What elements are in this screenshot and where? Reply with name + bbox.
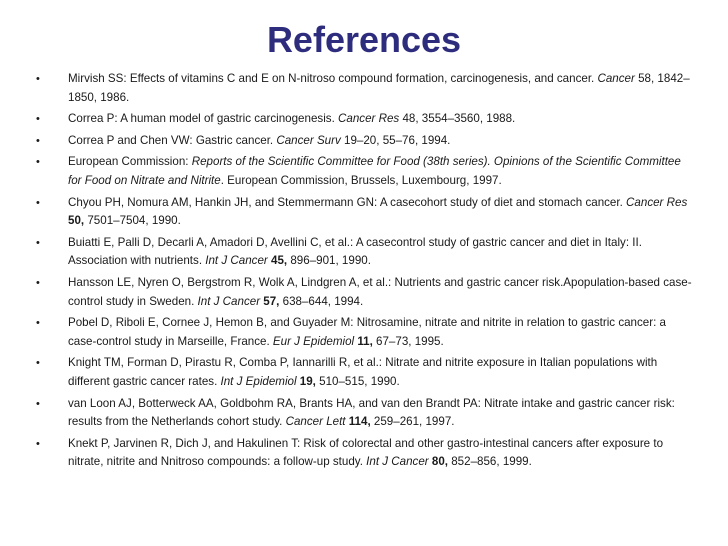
bullet-icon: •	[36, 196, 40, 209]
reference-details: 7501–7504, 1990.	[84, 214, 181, 228]
reference-journal: Cancer Res	[626, 195, 688, 209]
reference-volume: 19,	[296, 374, 316, 388]
bullet-icon: •	[36, 437, 40, 450]
reference-journal: Int J Cancer	[197, 294, 261, 308]
reference-volume: 80,	[428, 455, 449, 469]
reference-journal: Cancer Res	[338, 112, 400, 126]
bullet-icon: •	[36, 357, 40, 370]
reference-details: . European Commission, Brussels, Luxembourg, 1997.	[220, 173, 502, 187]
reference-authors: Pobel D, Riboli E, Cornee J, Hemon B, and Guyader M: Nitrosamine, nitrate and nitrite in relation to gastric cancer: a case-control study in Marseille, France.	[68, 316, 667, 348]
bullet-icon: •	[36, 317, 40, 330]
reference-authors: Correa P and Chen VW: Gastric cancer.	[68, 133, 277, 147]
reference-authors: Hansson LE, Nyren O, Bergstrom R, Wolk A, Lindgren A, et al.: Nutrients and gastric cancer risk.Apopulation-based case-control study in Sweden.	[68, 275, 692, 308]
bullet-icon: •	[36, 156, 40, 169]
reference-item	[36, 274, 696, 311]
reference-authors: Knight TM, Forman D, Pirastu R, Comba P, Iannarilli R, et al.: Nitrate and nitrite exposure in Italian populations with different gastric cancer rates.	[68, 356, 658, 388]
bullet-icon: •	[36, 134, 40, 147]
reference-details: 896–901, 1990.	[287, 254, 371, 268]
reference-item	[36, 153, 696, 190]
reference-volume: 50,	[68, 214, 85, 228]
reference-volume: 57,	[260, 294, 280, 308]
reference-details: 638–644, 1994.	[279, 294, 364, 308]
reference-journal: Int J Cancer	[205, 254, 268, 268]
reference-list	[36, 70, 696, 475]
reference-item	[36, 435, 696, 472]
bullet-icon: •	[36, 236, 40, 249]
reference-item	[36, 354, 696, 391]
reference-volume: 45,	[267, 254, 288, 268]
slide-title: References	[266, 19, 462, 60]
reference-details: 58, 1842–1850, 1986.	[68, 72, 690, 104]
reference-authors: Correa P: A human model of gastric carcinogenesis.	[68, 112, 339, 126]
reference-authors: European Commission:	[68, 155, 192, 169]
reference-authors: Mirvish SS: Effects of vitamins C and E on N-nitroso compound formation, carcinogenesis, and cancer.	[68, 72, 598, 85]
reference-details: 67–73, 1995.	[372, 334, 444, 348]
reference-authors: Chyou PH, Nomura AM, Hankin JH, and Stemmermann GN: A casecohort study of diet and stomach cancer.	[68, 195, 627, 209]
reference-journal: Eur J Epidemiol	[272, 334, 355, 348]
reference-volume: 11,	[354, 334, 373, 348]
bullet-icon: •	[36, 113, 40, 126]
reference-item	[36, 314, 696, 351]
reference-details: 852–856, 1999.	[448, 455, 532, 469]
reference-details: 259–261, 1997.	[370, 415, 455, 429]
reference-journal: Cancer Lett	[285, 415, 346, 429]
reference-authors: Knekt P, Jarvinen R, Dich J, and Hakulinen T: Risk of colorectal and other gastro-intestinal cancers after exposure to nitrate, nitrite and Nnitroso compounds: a follow-up study.	[68, 436, 664, 469]
reference-item	[36, 194, 696, 231]
reference-details: 510–515, 1990.	[315, 374, 400, 388]
reference-item	[36, 110, 696, 129]
reference-details: 48, 3554–3560, 1988.	[399, 112, 516, 126]
reference-details: 19–20, 55–76, 1994.	[340, 133, 451, 147]
bullet-icon: •	[36, 276, 40, 289]
reference-item	[36, 234, 696, 271]
reference-journal: Reports of the Scientific Committee for Food (38th series). Opinions of the Scientific Committee for Food on Nitrate and Nitrite	[68, 155, 681, 187]
reference-item	[36, 395, 696, 432]
reference-journal: Cancer Surv	[276, 133, 341, 147]
reference-item	[36, 132, 696, 151]
reference-item	[36, 70, 696, 107]
bullet-icon: •	[36, 73, 40, 85]
reference-authors: van Loon AJ, Botterweck AA, Goldbohm RA, Brants HA, and van den Brandt PA: Nitrate intake and gastric cancer risk: results from the Netherlands cohort study.	[68, 396, 675, 429]
reference-authors: Buiatti E, Palli D, Decarli A, Amadori D, Avellini C, et al.: A casecontrol study of gastric cancer and diet in Italy: II. Association with nutrients.	[68, 235, 642, 268]
reference-journal: Cancer	[597, 72, 635, 85]
reference-journal: Int J Epidemiol	[220, 374, 297, 388]
reference-journal: Int J Cancer	[366, 455, 429, 469]
bullet-icon: •	[36, 397, 40, 410]
reference-volume: 114,	[345, 415, 371, 429]
